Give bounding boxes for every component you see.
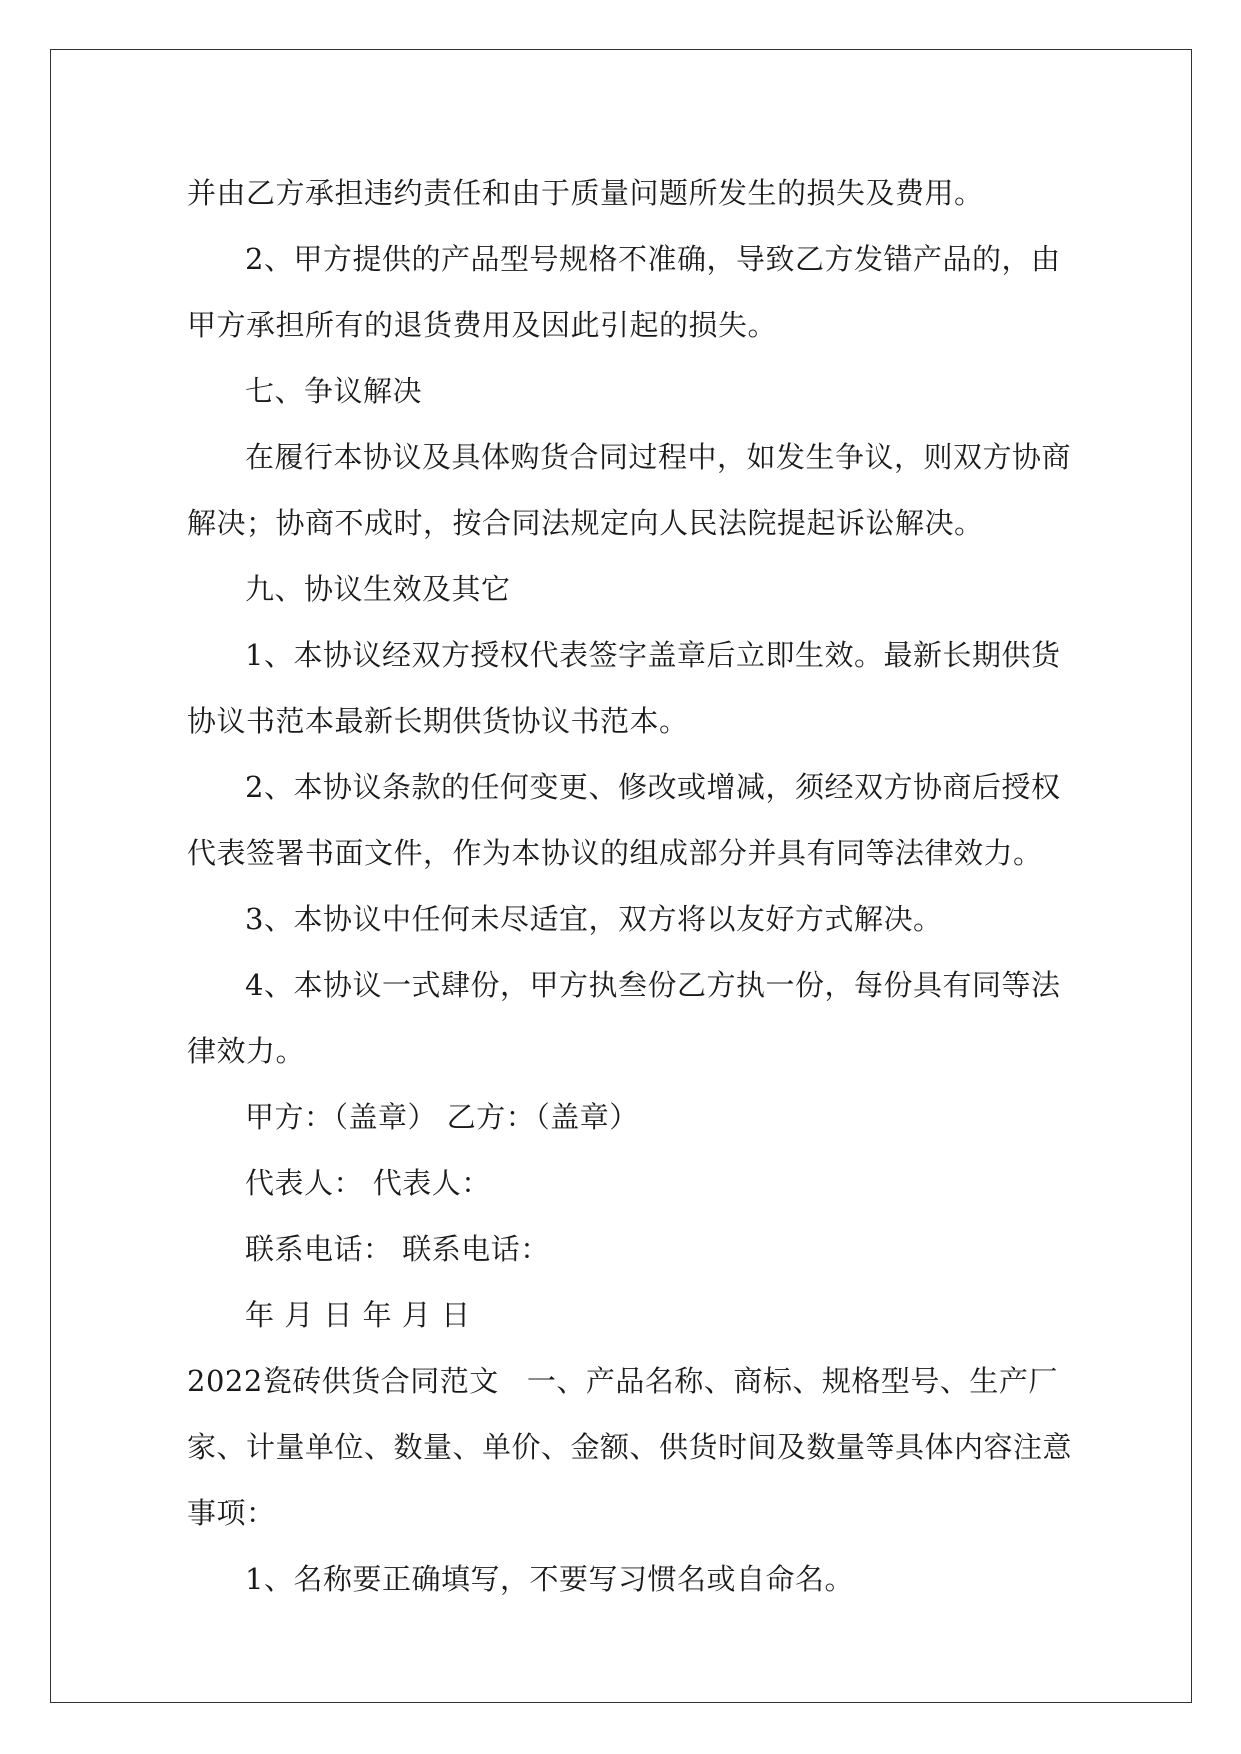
paragraph-line: 在履行本协议及具体购货合同过程中，如发生争议，则双方协商 [245,440,1072,474]
paragraph-line: 2、甲方提供的产品型号规格不准确，导致乙方发错产品的，由 [245,242,1061,276]
section-heading: 七、争议解决 [245,374,423,408]
paragraph-line: 代表签署书面文件，作为本协议的组成部分并具有同等法律效力。 [187,836,1043,870]
paragraph-line: 协议书范本最新长期供货协议书范本。 [187,704,689,738]
paragraph-line: 事项： [187,1496,276,1530]
paragraph-line: 3、本协议中任何未尽适宜，双方将以友好方式解决。 [245,902,943,936]
paragraph-line: 2、本协议条款的任何变更、修改或增减，须经双方协商后授权 [245,770,1061,804]
signature-line-representative: 代表人： 代表人： [245,1166,491,1200]
paragraph-line: 甲方承担所有的退货费用及因此引起的损失。 [187,308,778,342]
paragraph-line: 解决；协商不成时，按合同法规定向人民法院提起诉讼解决。 [187,506,984,540]
section-heading: 九、协议生效及其它 [245,572,511,606]
paragraph-line [187,1348,1057,1414]
paragraph-line: 并由乙方承担违约责任和由于质量问题所发生的损失及费用。 [187,176,984,210]
paragraph-line: 律效力。 [187,1034,306,1068]
paragraph-line: 4、本协议一式肆份，甲方执叁份乙方执一份，每份具有同等法 [245,968,1061,1002]
signature-line-phone: 联系电话： 联系电话： [245,1232,550,1266]
signature-line-date: 年 月 日 年 月 日 [245,1298,471,1332]
paragraph-line: 家、计量单位、数量、单价、金额、供货时间及数量等具体内容注意 [187,1430,1073,1464]
inline-heading: 2022瓷砖供货合同范文 [187,1364,499,1398]
document-body [187,160,1073,1612]
paragraph-line: 1、名称要正确填写，不要写习惯名或自命名。 [245,1562,854,1596]
paragraph-line: 1、本协议经双方授权代表签字盖章后立即生效。最新长期供货 [245,638,1061,672]
paragraph-text: 一、产品名称、商标、规格型号、生产厂 [526,1364,1058,1398]
signature-line-party: 甲方：（盖章） 乙方：（盖章） [245,1100,639,1134]
